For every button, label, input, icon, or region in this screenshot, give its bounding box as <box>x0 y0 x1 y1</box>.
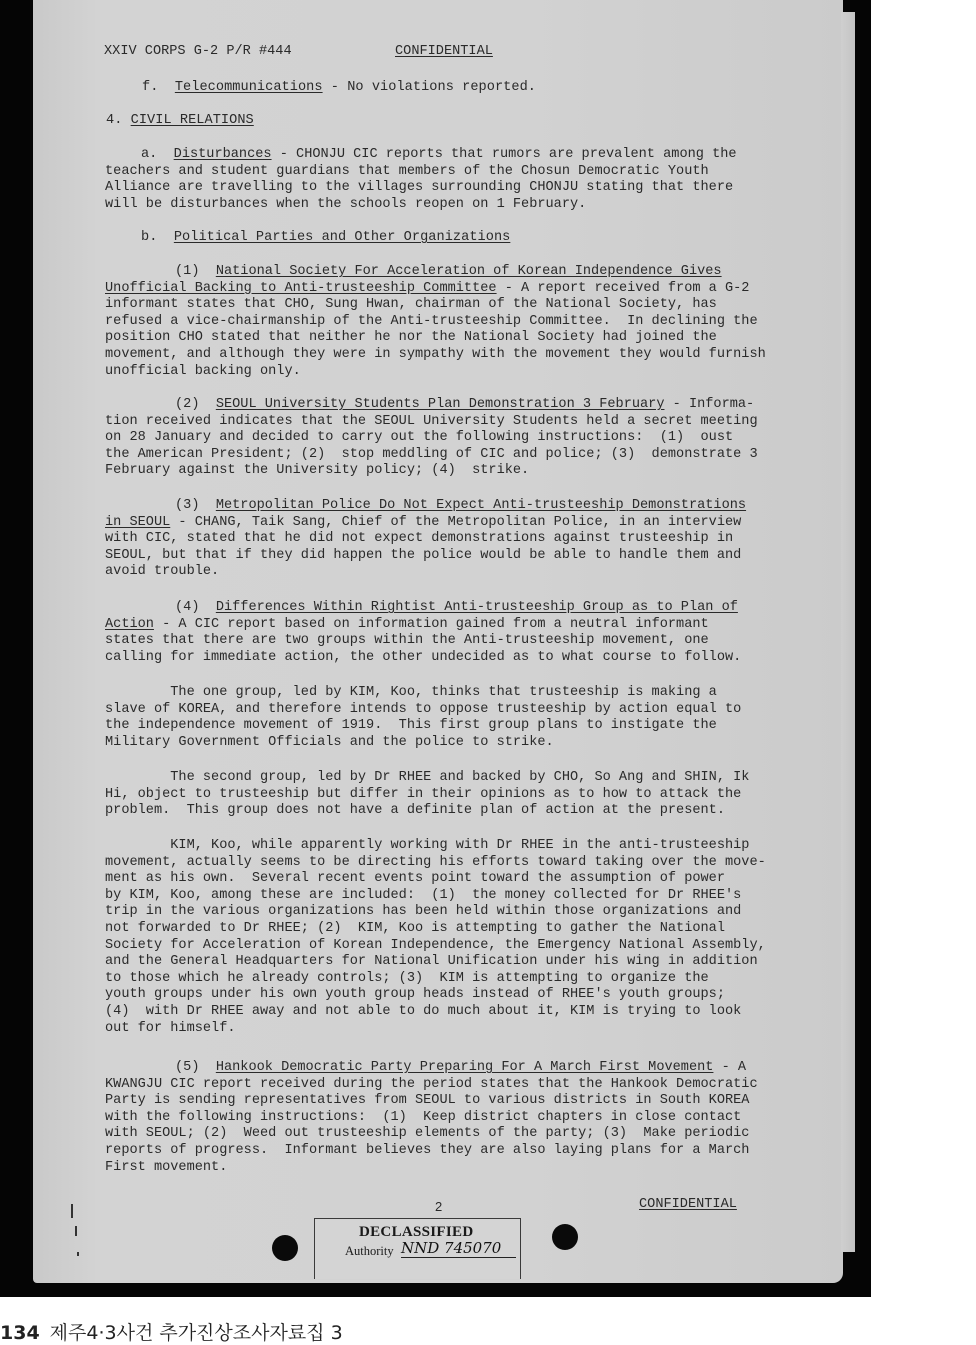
text-line: Military Government Officials and the police to strike. <box>105 734 554 750</box>
section-4-label: 4. <box>106 113 123 128</box>
text-line: The one group, led by KIM, Koo, thinks that trusteeship is making a <box>105 685 717 700</box>
text-line: to those which he already controls; (3) KIM is attempting to organize the <box>105 970 709 986</box>
text-line: with CIC, stated that he did not expect demonstrations against trusteeship in <box>105 531 734 547</box>
text-line: and the General Headquarters for National Unification under his wing in addition <box>105 954 758 970</box>
text-line: the independence movement of 1919. This first group plans to instigate the <box>105 718 717 734</box>
text-line: February against the University policy; (4) strike. <box>105 463 530 479</box>
book-title: 제주4·3사건 추가진상조사자료집 3 <box>49 1322 343 1344</box>
sub-b-title: Political Parties and Other Organizations <box>173 230 511 245</box>
text-line: ment as his own. Several recent events point toward the assumption of power <box>105 871 725 887</box>
text-line: with the following instructions: (1) Keep district chapters in close contact <box>105 1109 742 1125</box>
margin-mark <box>77 1252 79 1256</box>
text-line: - A <box>713 1060 747 1075</box>
text-line: Alliance are travelling to the villages surrounding CHONJU stating that there <box>105 180 734 196</box>
section-f-text: - No violations reported. <box>322 80 536 95</box>
footer-classification: CONFIDENTIAL <box>639 1197 737 1212</box>
text-line: KWANGJU CIC report received during the period states that the Hankook Democratic <box>105 1076 758 1092</box>
text-line: unofficial backing only. <box>105 363 301 379</box>
item-1-title-cont: Unofficial Backing to Anti-trusteeship Committee <box>105 280 497 296</box>
text-line: movement, actually seems to be directing his efforts toward taking over the move- <box>105 854 766 870</box>
section-f-title: Telecommunications <box>174 80 323 95</box>
text-line: teachers and student guardians that members of the Chosun Democratic Youth <box>105 163 709 179</box>
declassified-stamp <box>314 1218 521 1279</box>
text-line: tion received indicates that the SEOUL University Students held a secret meeting <box>105 413 758 429</box>
text-line: - CHONJU CIC reports that rumors are prevalent among the <box>271 147 737 162</box>
punch-hole-left <box>272 1235 298 1261</box>
report-id: XXIV CORPS G-2 P/R #444 <box>104 44 292 59</box>
item-4 <box>105 600 805 666</box>
section-f <box>142 80 536 97</box>
text-line: reports of progress. Informant believes they are also laying plans for a March <box>105 1142 750 1158</box>
text-line: KIM, Koo, while apparently working with Dr RHEE in the anti-trusteeship <box>105 838 750 853</box>
text-line: First movement. <box>105 1159 228 1175</box>
page-number: 2 <box>435 1199 443 1214</box>
text-line: calling for immediate action, the other undecided as to what course to follow. <box>105 649 742 665</box>
book-page-number: 134 <box>0 1322 40 1344</box>
text-line: The second group, led by Dr RHEE and backed by CHO, So Ang and SHIN, Ik <box>105 770 750 785</box>
sub-b-label: b. <box>141 230 158 245</box>
sub-a-label: a. <box>141 147 158 162</box>
section-4 <box>106 113 254 130</box>
text-line: with SEOUL; (2) Weed out trusteeship elements of the party; (3) Make periodic <box>105 1126 750 1142</box>
item-3-title: Metropolitan Police Do Not Expect Anti-trusteeship Demonstrations <box>215 498 747 513</box>
header-classification: CONFIDENTIAL <box>395 44 493 59</box>
text-line: by KIM, Koo, among these are included: (1) the money collected for Dr RHEE's <box>105 887 742 903</box>
item-1-label: (1) <box>175 264 200 279</box>
text-line: Society for Acceleration of Korean Independence, the Emergency National Assembly, <box>105 937 766 953</box>
subsection-a <box>105 147 805 213</box>
stamp-title: DECLASSIFIED <box>359 1224 474 1240</box>
text-line: informant states that CHO, Sung Hwan, chairman of the National Society, has <box>105 297 717 313</box>
document-page <box>33 0 843 1283</box>
item-4-title-cont: Action <box>105 616 154 632</box>
text-line: Party is sending representatives from SEOUL to various districts in South KOREA <box>105 1093 750 1109</box>
item-1 <box>105 264 805 380</box>
item-3-label: (3) <box>175 498 200 513</box>
margin-mark <box>71 1204 73 1218</box>
text-line: - A CIC report based on information gained from a neutral informant <box>153 616 709 632</box>
text-line: will be disturbances when the schools reopen on 1 February. <box>105 196 587 212</box>
margin-mark <box>75 1226 77 1236</box>
section-f-label: f. <box>142 80 159 95</box>
item-5 <box>105 1060 805 1176</box>
text-line: Hi, object to trusteeship but differ in their opinions as to how to attack the <box>105 786 742 802</box>
text-line: movement, and although they were in sympathy with the movement they would furnish <box>105 346 766 362</box>
item-3 <box>105 498 805 581</box>
text-line: slave of KOREA, and therefore intends to oppose trusteeship by action equal to <box>105 701 742 717</box>
item-5-title: Hankook Democratic Party Preparing For A March First Movement <box>215 1060 714 1075</box>
text-line: - A report received from a G-2 <box>496 280 750 296</box>
item-3-title-cont: in SEOUL <box>105 514 171 530</box>
stamp-authority-value: NND 745070 <box>401 1239 516 1258</box>
text-line: trip in the various organizations has been held within those organizations and <box>105 904 742 920</box>
sub-a-title: Disturbances <box>173 147 272 162</box>
text-line: - Informa- <box>664 397 755 412</box>
text-line: on 28 January and decided to carry out the following instructions: (1) oust <box>105 430 734 446</box>
item-4-title: Differences Within Rightist Anti-trusteeship Group as to Plan of <box>215 600 738 615</box>
text-line: states that there are two groups within the Anti-trusteeship movement, one <box>105 633 709 649</box>
text-line: position CHO stated that neither he nor the National Society had joined the <box>105 330 717 346</box>
text-line: (4) with Dr RHEE away and not able to do much about it, KIM is trying to look <box>105 1003 742 1019</box>
item-1-title: National Society For Acceleration of Korean Independence Gives <box>215 264 722 279</box>
book-caption <box>0 1318 343 1345</box>
item-4-label: (4) <box>175 600 200 615</box>
subsection-b <box>141 230 510 247</box>
text-line: the American President; (2) stop meddling of CIC and police; (3) demonstrate 3 <box>105 446 758 462</box>
text-line: problem. This group does not have a definite plan of action at the present. <box>105 803 725 819</box>
stamp-authority-label: Authority <box>345 1244 394 1258</box>
paragraph-kim-koo <box>105 838 805 1037</box>
item-5-label: (5) <box>175 1060 200 1075</box>
text-line: refused a vice-chairmanship of the Anti-trusteeship Committee. In declining the <box>105 313 758 329</box>
text-line: not forwarded to Dr RHEE; (2) KIM, Koo is attempting to gather the National <box>105 920 725 936</box>
paragraph-first-group <box>105 685 805 751</box>
paragraph-second-group <box>105 770 805 820</box>
text-line: avoid trouble. <box>105 564 220 580</box>
text-line: youth groups under his own youth group heads instead of RHEE's youth groups; <box>105 987 725 1003</box>
text-line: - CHANG, Taik Sang, Chief of the Metropolitan Police, in an interview <box>170 514 742 530</box>
section-4-title: CIVIL RELATIONS <box>130 113 254 128</box>
text-line: SEOUL, but that if they did happen the police would be able to handle them and <box>105 547 742 563</box>
text-line: out for himself. <box>105 1020 236 1036</box>
item-2 <box>105 397 805 480</box>
item-2-label: (2) <box>175 397 200 412</box>
punch-hole-right <box>552 1224 578 1250</box>
item-2-title: SEOUL University Students Plan Demonstration 3 February <box>215 397 665 412</box>
